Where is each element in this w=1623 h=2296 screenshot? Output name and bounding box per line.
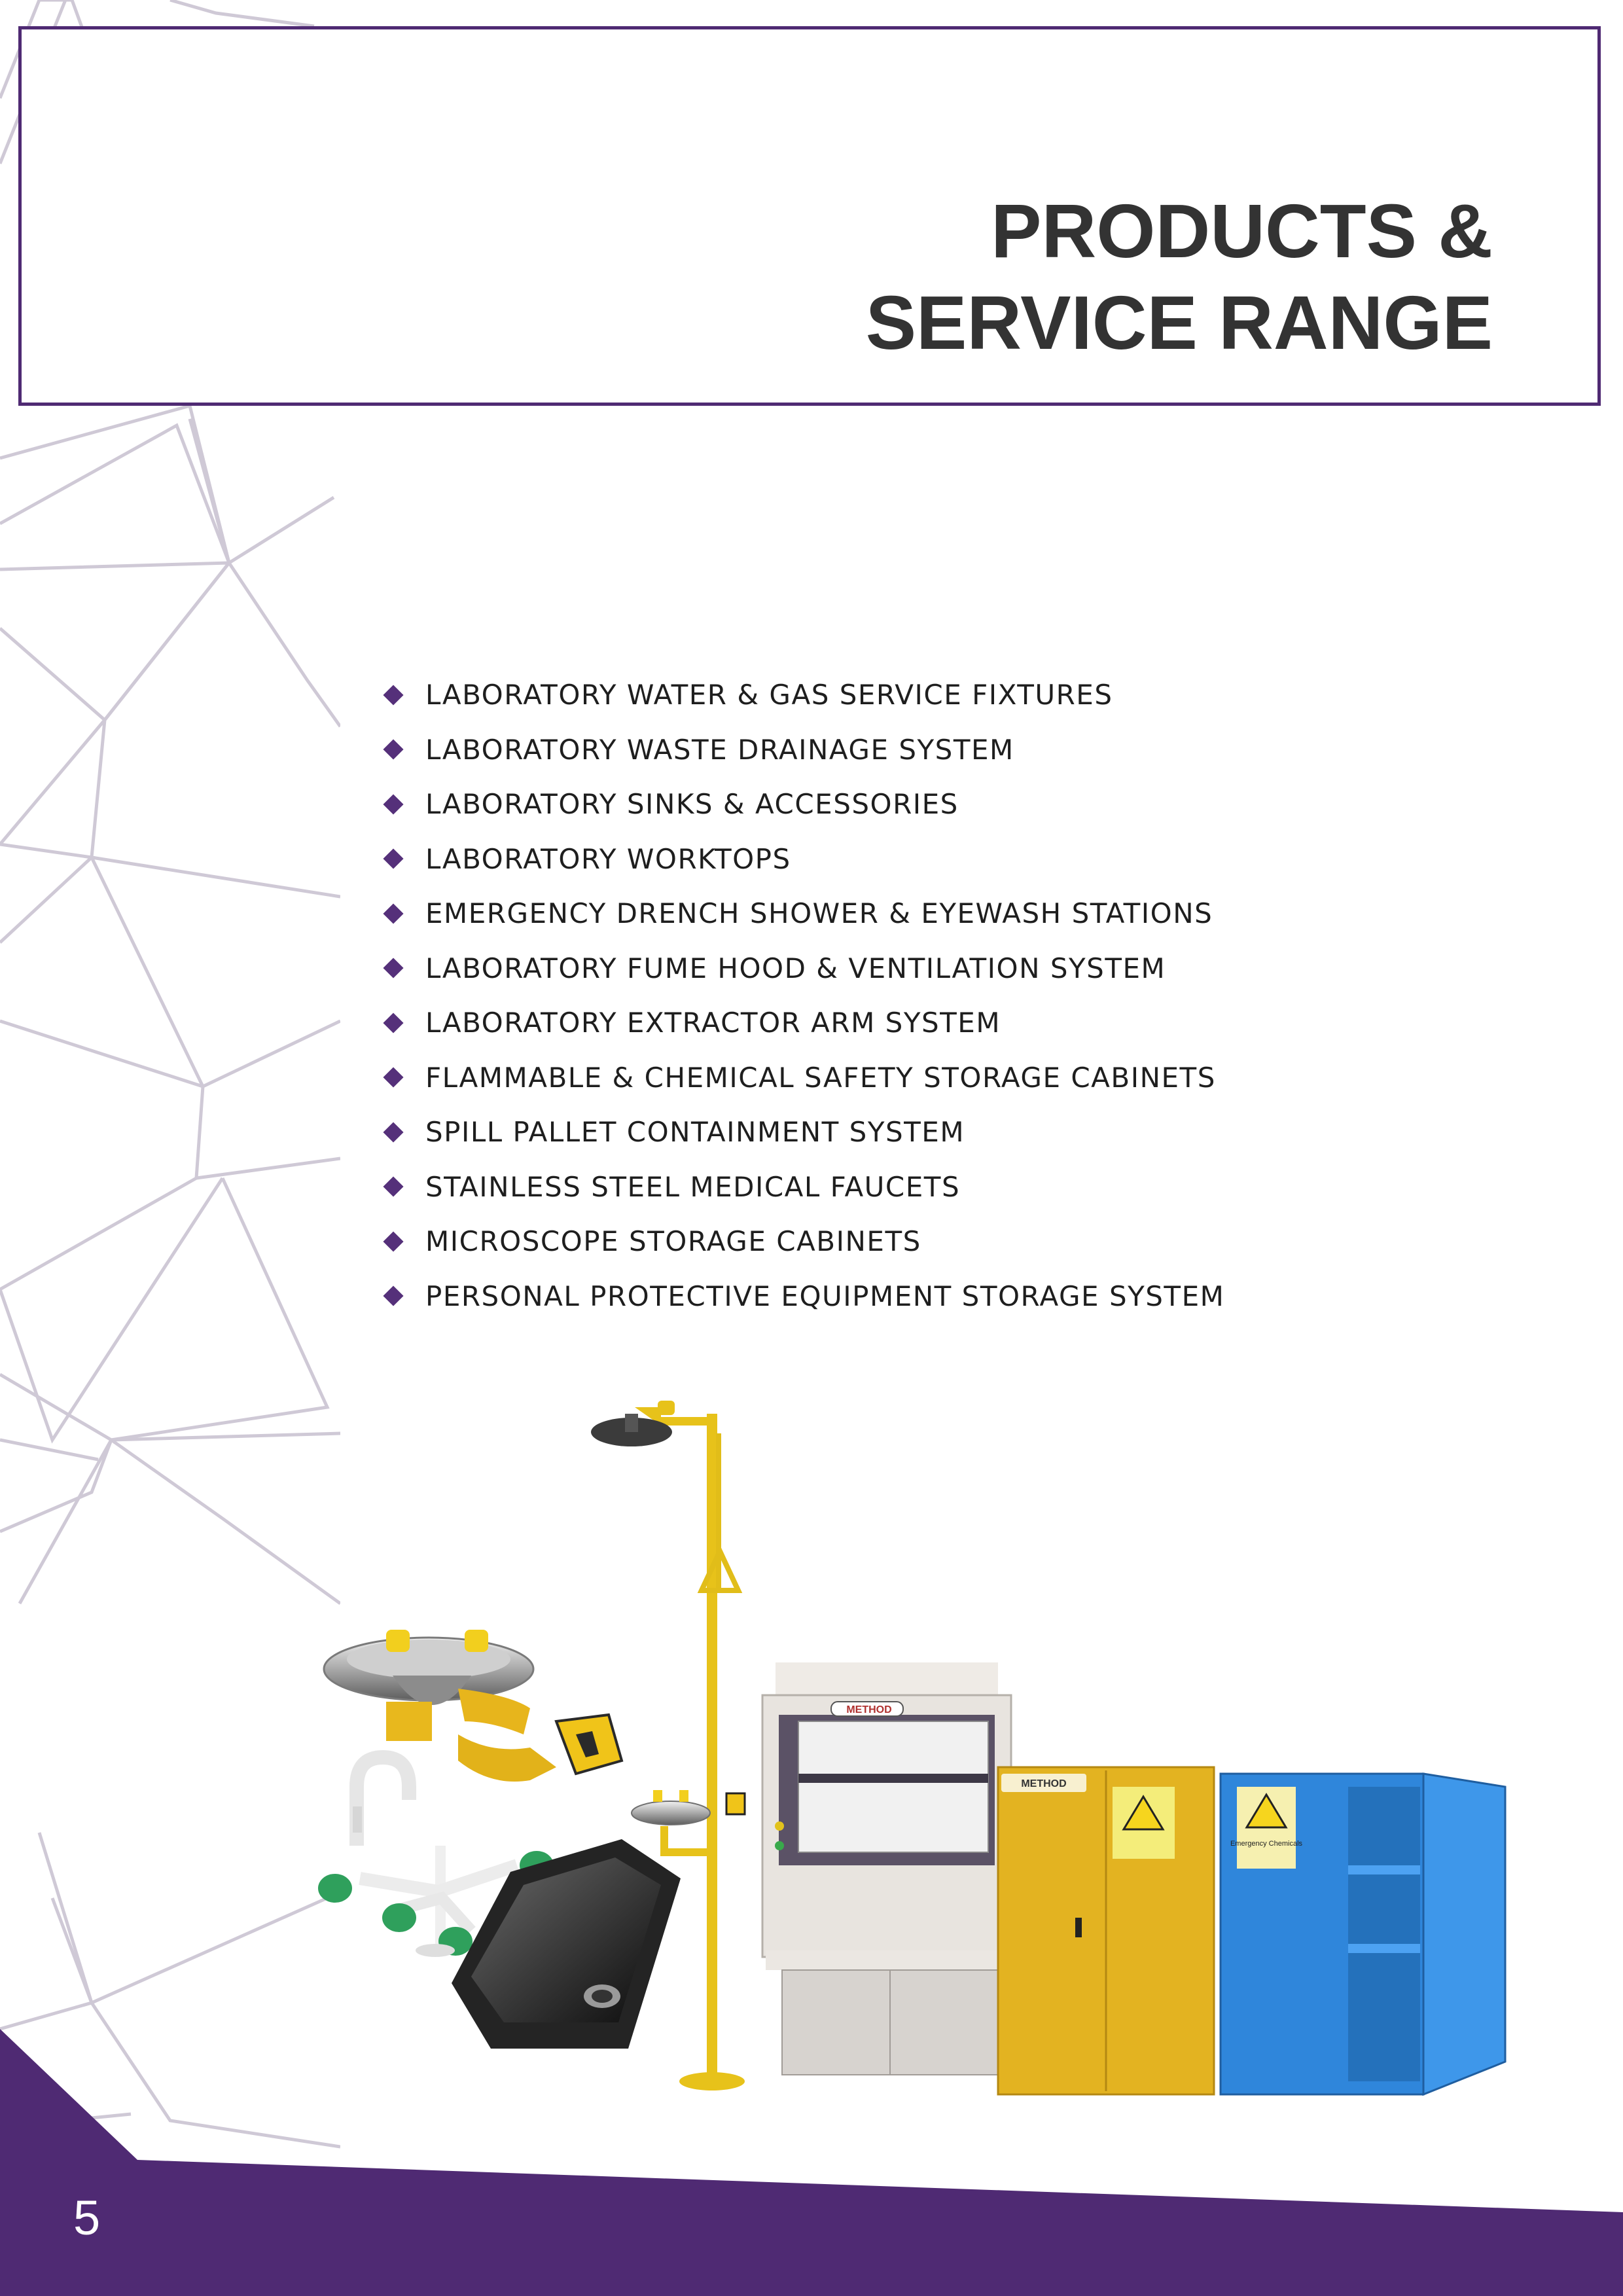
footer-band [0,2029,1623,2296]
page-title-line-1: PRODUCTS & [991,188,1493,274]
list-item-label: STAINLESS STEEL MEDICAL FAUCETS [425,1170,961,1203]
diamond-bullet-icon [383,1013,403,1033]
list-item-label: LABORATORY FUME HOOD & VENTILATION SYSTEM [425,952,1166,984]
diamond-bullet-icon [383,1286,403,1306]
diamond-bullet-icon [383,849,403,869]
list-item [386,668,1224,723]
list-item-label: LABORATORY SINKS & ACCESSORIES [425,788,959,821]
list-item [386,1269,1224,1324]
list-item [386,941,1224,996]
product-list [386,668,1224,1323]
diamond-bullet-icon [383,1067,403,1088]
list-item [386,1160,1224,1215]
list-item-label: LABORATORY EXTRACTOR ARM SYSTEM [425,1007,1001,1039]
list-item-label: FLAMMABLE & CHEMICAL SAFETY STORAGE CABINETS [425,1061,1216,1094]
diamond-bullet-icon [383,1231,403,1251]
fume-hood-illustration [762,1662,1014,2075]
list-item [386,886,1224,941]
fume-hood-brand-label: METHOD [846,1704,892,1715]
diamond-bullet-icon [383,1122,403,1142]
blue-cabinet-sign-label: Emergency Chemicals [1230,1840,1303,1848]
list-item [386,723,1224,778]
list-item [386,777,1224,832]
list-item [386,1214,1224,1269]
list-item-label: PERSONAL PROTECTIVE EQUIPMENT STORAGE SYSTEM [425,1280,1225,1312]
title-box [18,26,1601,406]
diamond-bullet-icon [383,1177,403,1197]
page-title-line-2: SERVICE RANGE [865,280,1493,365]
list-item-label: LABORATORY WATER & GAS SERVICE FIXTURES [425,679,1113,711]
list-item-label: LABORATORY WORKTOPS [425,842,791,875]
list-item-label: SPILL PALLET CONTAINMENT SYSTEM [425,1116,965,1149]
list-item [386,1050,1224,1105]
list-item-label: LABORATORY WASTE DRAINAGE SYSTEM [425,733,1014,766]
list-item-label: EMERGENCY DRENCH SHOWER & EYEWASH STATIONS [425,897,1213,930]
list-item-label: MICROSCOPE STORAGE CABINETS [425,1225,921,1258]
diamond-bullet-icon [383,794,403,814]
diamond-bullet-icon [383,958,403,978]
diamond-bullet-icon [383,740,403,760]
page-number: 5 [73,2191,101,2245]
list-item [386,832,1224,887]
diamond-bullet-icon [383,685,403,705]
list-item [386,1105,1224,1160]
list-item [386,996,1224,1050]
cabinet-brand-label: METHOD [1021,1778,1067,1789]
diamond-bullet-icon [383,903,403,924]
products-illustration [294,1394,1525,2101]
